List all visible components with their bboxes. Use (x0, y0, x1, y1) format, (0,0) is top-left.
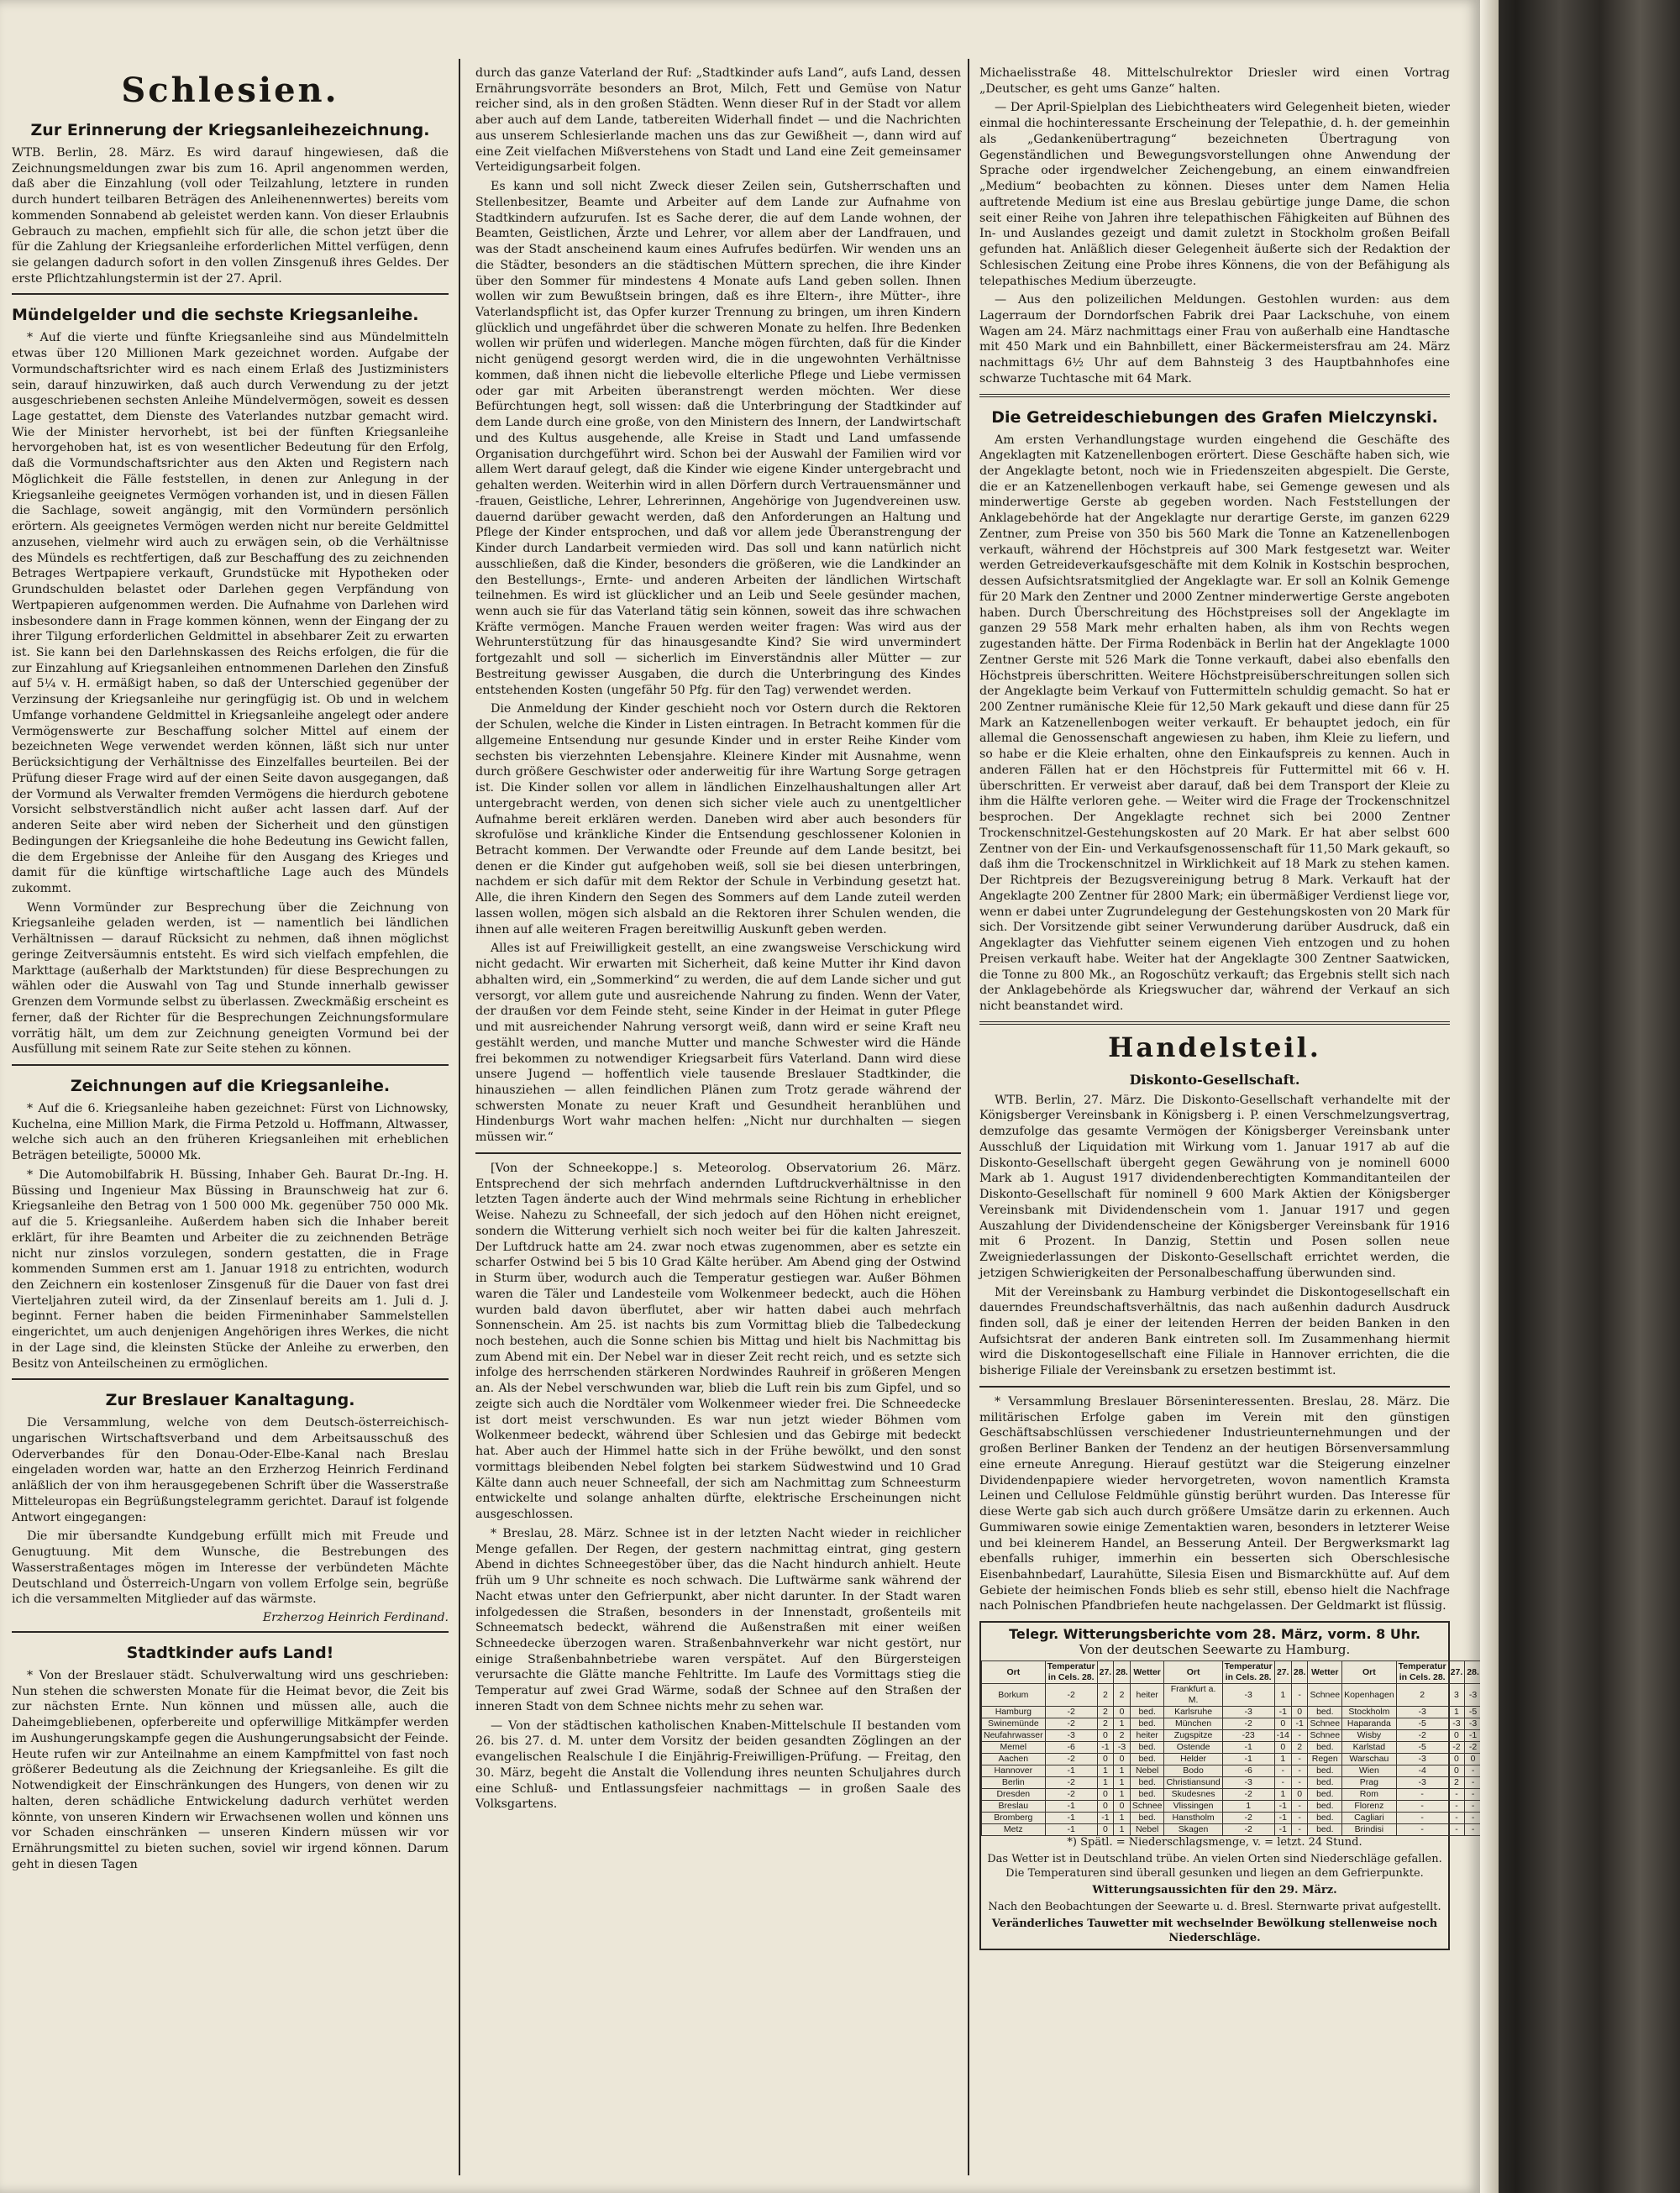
table-cell: bed. (1130, 1707, 1164, 1718)
table-cell: -1 (1274, 1707, 1291, 1718)
table-header-cell: Wetter (1130, 1661, 1164, 1684)
table-cell: bed. (1308, 1789, 1342, 1801)
table-cell: -3 (1396, 1707, 1448, 1718)
article-paragraph: * Auf die 6. Kriegsanleihe haben gezeichnet: Fürst von Lichnowsky, Kuchelna, eine Million Mark, die Firma Petzold u. Hoffmann, Altwasser, welche sich auch an den früheren Kriegsanleihen mit erheblichen Beträgen beteiligte, 50000 Mk. (12, 1101, 449, 1163)
table-cell: -3 (1448, 1718, 1465, 1730)
table-cell: -2 (1396, 1730, 1448, 1742)
table-cell: -2 (1222, 1718, 1274, 1730)
table-cell: bed. (1130, 1789, 1164, 1801)
table-cell: bed. (1308, 1824, 1342, 1836)
article-paragraph: Michaelisstraße 48. Mittelschulrektor Driesler wird einen Vortrag „Deutscher, es geht ums Ganze“ halten. (979, 66, 1450, 96)
table-cell: 0 (1097, 1754, 1114, 1765)
table-cell: Schnee (1308, 1684, 1342, 1707)
article-paragraph: Die mir übersandte Kundgebung erfüllt mich mit Freude und Genugtuung. Mit dem Wunsche, die Bestrebungen des Wasserstraßentages mögen im Interesse der verbündeten Mächte Deutschland und Österreich-Ungarn von vollem Erfolge sein, begrüße ich die versammelten Mitglieder auf das wärmste. (12, 1529, 449, 1607)
table-cell: - (1291, 1754, 1308, 1765)
table-cell: -23 (1222, 1730, 1274, 1742)
article-paragraph: [Von der Schneekoppe.] s. Meteorolog. Observatorium 26. März. Entsprechend der sich mehrfach andernden Luftdruckverhältnisse in den letzten Tagen änderte auch der Wind mehrmals seine Richtung in erheblicher Weise. Nahezu zu Schneefall, der sich jedoch auf den Höhen nicht ereignet, sondern die Witterung verhielt sich noch weiter bei für die kalten Jahreszeit. Der Luftdruck hatte am 24. zwar noch etwas zugenommen, aber es setzte ein scharfer Ostwind bei 5 bis 10 Grad Kälte herüber. Am Abend ging der Ostwind in Sturm über, wodurch auch die Temperatur gestiegen war. Außer Böhmen waren die Täler und Landesteile vom Wolkenmeer bedeckt, auch die Höhen wurden bald davon überflutet, aber wir hatten dabei auch mehrfach Sonnenschein. Am 25. ist nachts bis zum Vormittag blieb die Talbedeckung noch bestehen, auch die Sonne schien bis Mittag und hielt bis Nachmittag bis zum Abend mit ein. Der Nebel war in dieser Zeit recht reich, und es setzte sich infolge des herrschenden stärkeren Nordwindes Rauhreif in größeren Mengen an. Als der Nebel verschwunden war, blieb die Luft rein bis zum Gipfel, und so zeigte sich auch die Nordtäler vom Wolkenmeer wieder frei. Die Schneedecke ist dort meist verschwunden. Es war nun jetzt wieder Böhmen vom Wolkenmeer bedeckt, während über Schlesien und das Gebirge mit bedeckt hat. Aber auch der Himmel hatte sich in der Frühe bewölkt, und den sonst vormittags bleibenden Nebel folgten bei starkem Südwestwind und 10 Grad Kälte dann auch neuer Schneefall, der sich am Nachmittag zum Schneesturm entwickelte und solange anhalten dürfte, elektrische Erscheinungen nicht ausgeschlossen. (475, 1161, 961, 1522)
divider (475, 1152, 961, 1154)
weather-notes (981, 1836, 1448, 1945)
article-paragraph: Mit der Vereinsbank zu Hamburg verbindet die Diskontogesellschaft ein dauerndes Freundschaftsverhältnis, das nach außenhin dadurch Ausdruck finden soll, daß je einer der leitenden Herren der beiden Banken in den Aufsichtsrat der anderen Bank eintreten soll. Im Zusammenhang hiermit wird die Diskontogesellschaft eine Filiale in Hannover errichten, die die bisherige Filiale der Vereinsbank zu ersetzen bestimmt ist. (979, 1285, 1450, 1378)
column-rule (459, 59, 460, 2175)
table-cell: 2 (1114, 1684, 1131, 1707)
table-cell: Dresden (982, 1789, 1046, 1801)
table-cell: Aachen (982, 1754, 1046, 1765)
table-row (982, 1754, 1516, 1765)
table-row (982, 1789, 1516, 1801)
table-cell: -3 (1222, 1684, 1274, 1707)
table-cell: - (1448, 1824, 1465, 1836)
table-cell: 1 (1274, 1754, 1291, 1765)
weather-title: Telegr. Witterungsberichte vom 28. März, vorm. 8 Uhr. (1009, 1626, 1420, 1643)
table-cell: 0 (1448, 1754, 1465, 1765)
table-cell: -5 (1465, 1707, 1482, 1718)
column-2 (475, 66, 961, 1816)
table-cell: -1 (1274, 1813, 1291, 1824)
table-row (982, 1684, 1516, 1707)
table-cell: Kopenhagen (1342, 1684, 1397, 1707)
table-cell: 2 (1097, 1684, 1114, 1707)
article-paragraph: Wenn Vormünder zur Besprechung über die Zeichnung von Kriegsanleihe geladen werden, ist — namentlich bei ländlichen Verhältnissen — darauf Rücksicht zu nehmen, daß ihnen möglichst geringe Zeitversäumnis entsteht. Es wird sich vielfach empfehlen, die Markttage (außerhalb der Marktstunden) für diese Besprechungen zu wählen oder die Auswahl von Tag und Stunde innerhalb gewisser Grenzen dem Vormunde selbst zu überlassen. Zweckmäßig erscheint es ferner, daß der Richter für die Besprechungen Zeichnungsformulare vorrätig hält, um dem zur Zeichnung geneigten Vormund bei der Ausfüllung mit seinem Rate zur Seite stehen zu können. (12, 900, 449, 1057)
table-header-cell: Ort (982, 1661, 1046, 1684)
table-cell: Nebel (1130, 1765, 1164, 1777)
table-cell: 0 (1097, 1824, 1114, 1836)
table-header-cell: 27. (1448, 1661, 1465, 1684)
divider (979, 394, 1450, 397)
table-cell: -2 (1465, 1742, 1482, 1754)
table-cell: -1 (1274, 1824, 1291, 1836)
weather-subtitle: Von der deutschen Seewarte zu Hamburg. (1079, 1642, 1351, 1658)
article-paragraph: * Auf die vierte und fünfte Kriegsanleihe sind aus Mündelmitteln etwas über 120 Millionen Mark gezeichnet worden. Aufgabe der Vormundschaftsrichter wird es nach einem Erlaß des Justizministers sein, darauf hinzuwirken, daß auch durch Verwendung zu der jetzt ausgeschriebenen sechsten Anleihe Mündelvermögen, soweit es dessen Lage gestattet, dem Dienste des Vaterlandes nutzbar gemacht wird. Wie der Minister hervorhebt, ist bei der fünften Kriegsanleihe hervorgehoben hat, ist es von wesentlicher Bedeutung für den Erfolg, daß die Vormundschaftsrichter aus den Akten und Registern nach Möglichkeit die Fälle feststellen, in denen zur Anlegung in der Kriegsanleihe geeignetes Vermögen vorhanden ist, und in diesen Fällen die Sachlage, soweit angängig, mit den Vormündern persönlich erörtern. Als geeignetes Vermögen werden nicht nur bereite Geldmittel anzusehen, vielmehr wird auch zu erwägen sein, ob die Verhältnisse des Mündels es rechtfertigen, daß zur Beschaffung des zu zeichnenden Betrages Wertpapiere verkauft, Grundstücke mit Hypotheken oder Grundschulden belastet oder Darlehen gegen Verpfändung von Wertpapieren aufgenommen werden. Die Aufnahme von Darlehen wird insbesondere dann in Frage kommen können, wenn der Eingang der zu ihrer Tilgung erforderlichen Geldmittel in absehbarer Zeit zu erwarten ist. Sie kann bei den Darlehnskassen des Reichs erfolgen, die für die zur Einzahlung auf Kriegsanleihen entnommenen Darlehen den Zinsfuß auf 5¼ v. H. ermäßigt haben, so daß der Unterschied gegenüber der Verzinsung der Kriegsanleihe nur geringfügig ist. Ob und in welchem Umfange vorhandene Geldmittel in Kriegsanleihe angelegt oder andere Vermögenswerte zur Beschaffung solcher Mittel auf einem der bezeichneten Wege verwendet werden können, läßt sich nur unter Berücksichtigung der Verhältnisse des Einzelfalles beurteilen. Bei der Prüfung dieser Frage wird auf der einen Seite davon ausgegangen, daß der Vormund als Verwalter fremden Vermögens die hierdurch gebotene Vorsicht selbstverständlich nicht außer acht lassen darf. Auf der anderen Seite aber wird neben der Sicherheit und den günstigen Bedingungen der Kriegsanleihe die hohe Bedeutung ins Gewicht fallen, die dem Ergebnisse der Anleihe für den Ausgang des Krieges und damit für die künftige wirtschaftliche Lage auch des Mündels zukommt. (12, 331, 449, 895)
table-cell: -3 (1465, 1718, 1482, 1730)
table-row (982, 1730, 1516, 1742)
article-headline: Mündelgelder und die sechste Kriegsanleihe. (12, 306, 419, 325)
table-cell: bed. (1308, 1742, 1342, 1754)
table-cell: Cagliari (1342, 1813, 1397, 1824)
table-cell: - (1291, 1765, 1308, 1777)
weather-note: Veränderliches Tauwetter mit wechselnder Bewölkung stellenweise noch Niederschläge. (991, 1918, 1438, 1944)
table-header-cell: Ort (1164, 1661, 1222, 1684)
article-headline: Zur Erinnerung der Kriegsanleihezeichnung. (30, 121, 430, 139)
table-cell: bed. (1130, 1718, 1164, 1730)
table-cell: München (1164, 1718, 1222, 1730)
table-cell: - (1274, 1777, 1291, 1789)
table-cell: 0 (1291, 1707, 1308, 1718)
table-cell: bed. (1130, 1777, 1164, 1789)
section-title: Schlesien. (121, 71, 339, 110)
table-cell: - (1448, 1789, 1465, 1801)
table-cell: Florenz (1342, 1801, 1397, 1813)
table-cell: - (1291, 1684, 1308, 1707)
table-cell: - (1291, 1824, 1308, 1836)
table-cell: Schnee (1308, 1718, 1342, 1730)
table-cell: Wisby (1342, 1730, 1397, 1742)
article-paragraph: Alles ist auf Freiwilligkeit gestellt, an eine zwangsweise Verschickung wird nicht gedacht. Wir erwarten mit Sicherheit, daß keine Mutter ihr Kind davon abhalten wird, ein „Sommerkind“ zu werden, die auf dem Lande sicher und gut versorgt, vor allem gute und ausreichende Nahrung zu finden. Wenn der Vater, der draußen vor dem Feinde steht, seine Kinder in der Heimat in guter Pflege und mit ausreichender Nahrung versorgt weiß, dann wird er seine Kraft neu gestählt werden, und manche Mutter und manche Schwester wird die Hände frei bekommen zu notwendiger Kriegsarbeit fürs Vaterland. Dann wird diese unsere Jugend — hoffentlich viele tausende Breslauer Stadtkinder, die hinausziehen — allen feindlichen Plänen zum Trotz gerade während der schwersten Monate zu neuer Kraft und Gesundheit heranblühen und Hindenburgs Wort wahr machen helfen: „Nicht nur durchhalten — siegen müssen wir.“ (475, 942, 961, 1145)
table-cell: Berlin (982, 1777, 1046, 1789)
table-cell: Hanstholm (1164, 1813, 1222, 1824)
table-cell: - (1274, 1765, 1291, 1777)
table-cell: Bodo (1164, 1765, 1222, 1777)
table-cell: -2 (1045, 1754, 1097, 1765)
table-cell: -1 (1045, 1813, 1097, 1824)
table-cell: Ostende (1164, 1742, 1222, 1754)
table-cell: -2 (1045, 1718, 1097, 1730)
table-cell: -1 (1045, 1801, 1097, 1813)
table-cell: -3 (1396, 1754, 1448, 1765)
table-cell: Hamburg (982, 1707, 1046, 1718)
table-cell: Breslau (982, 1801, 1046, 1813)
weather-table (981, 1660, 1516, 1836)
table-cell: 1 (1114, 1777, 1131, 1789)
table-cell: Metz (982, 1824, 1046, 1836)
table-cell: 0 (1097, 1789, 1114, 1801)
weather-report (979, 1621, 1479, 1950)
table-cell: bed. (1308, 1777, 1342, 1789)
table-cell: -2 (1045, 1707, 1097, 1718)
table-cell: 1 (1274, 1789, 1291, 1801)
table-cell: -6 (1222, 1765, 1274, 1777)
table-cell: 2 (1114, 1730, 1131, 1742)
table-cell: 0 (1448, 1765, 1465, 1777)
article-paragraph: — Aus den polizeilichen Meldungen. Gestohlen wurden: aus dem Lagerraum der Dorndorfschen Fabrik drei Paar Lackschuhe, von einem Wagen am 24. März nachmittags einer Frau von außerhalb eine Handtasche mit 450 Mark und ein Bahnbillett, einer Bäckermeistersfrau am 24. März nachmittags 6½ Uhr auf dem Bahnsteig 3 des Hauptbahnhofes eine schwarze Tuchtasche mit 64 Mark. (979, 293, 1450, 386)
table-cell: 0 (1274, 1742, 1291, 1754)
table-cell: Rom (1342, 1789, 1397, 1801)
table-cell: Frankfurt a. M. (1164, 1684, 1222, 1707)
table-cell: - (1396, 1789, 1448, 1801)
table-cell: Swinemünde (982, 1718, 1046, 1730)
article-paragraph: WTB. Berlin, 28. März. Es wird darauf hingewiesen, daß die Zeichnungsmeldungen zwar bis zum 16. April angenommen werden, daß aber die Einzahlung (voll oder Teilzahlung, letztere in runden durch hundert teilbaren Beträgen des Anleihenennwertes) bereits vom kommenden Sonnabend ab geleistet werden kann. Von dieser Erlaubnis Gebrauch zu machen, empfiehlt sich für alle, die schon jetzt über die für die Zahlung der Kriegsanleihe erforderlichen Mittel verfügen, denn sie gelangen dadurch sofort in den vollen Zinsgenuß ihres Geldes. Der erste Pflichtzahlungstermin ist der 27. April. (12, 145, 449, 286)
article-paragraph: Die Anmeldung der Kinder geschieht noch vor Ostern durch die Rektoren der Schulen, welche die Kinder in Listen eintragen. In Betracht kommen für die allgemeine Entsendung nur gesunde Kinder und in erster Reihe Kinder vom sechsten bis vierzehnten Lebensjahre. Kleinere Kinder mit Ausnahme, wenn durch größere Geschwister oder anderweitig für ihre Wartung Sorge getragen ist. Die Kinder sollen vor allem in ländlichen Einzelhaushaltungen aller Art untergebracht werden, von denen sich sicher viele auch zu unentgeltlicher Aufnahme bereit erklären werden. Daneben wird aber auch besonders für skrofulöse und kränkliche Kinder die Entsendung geschlossener Kolonien in Betracht kommen. Der Verwandte oder Freunde auf dem Lande besitzt, bei denen er die Kinder gut aufgehoben weiß, soll sie bei diesen unterbringen, nachdem er sich dafür mit dem Rektor der Schule in Verbindung gesetzt hat. Alle, die ihren Kindern den Segen des Sommers auf dem Lande zuteil werden lassen wollen, mögen sich alsbald an die Rektoren ihrer Schulen wenden, die ihnen auf alle weiteren Fragen bereitwillig Auskunft geben werden. (475, 702, 961, 936)
column-3 (979, 66, 1479, 1950)
article-headline: Zur Breslauer Kanaltagung. (105, 1391, 355, 1410)
table-cell: Schnee (1308, 1730, 1342, 1742)
article-paragraph: durch das ganze Vaterland der Ruf: „Stadtkinder aufs Land“, aufs Land, dessen Ernährungsvorräte besonders an Brot, Milch, Fett und Gemüse von Natur reicher sind, als in den großen Städten. Wenn dieser Ruf in der Stadt vor allem aber auch auf dem Lande, tatbereiten Widerhall findet — und die Nachrichten aus unserem Schlesierlande machen uns das zur Gewißheit —, dann wird auf eine Zeit vielfachen Mißverstehens von Stadt und Land eine Zeit gemeinsamer Verteidigungsarbeit folgen. (475, 66, 961, 175)
article-paragraph: * Breslau, 28. März. Schnee ist in der letzten Nacht wieder in reichlicher Menge gefallen. Der Regen, der gestern nachmittag eintrat, ging gestern Abend in dichtes Schneegestöber über, das die Nacht hindurch anhielt. Heute früh um 9 Uhr schneite es noch schwach. Die Luftwärme sank während der Nacht etwas unter den Gefrierpunkt, aber nicht darunter. In der Stadt waren infolgedessen die Straßen, besonders in der Innenstadt, großenteils mit Schneematsch bedeckt, während die Außenstraßen mit einer weißen Schneedecke überzogen waren. Straßenbahnverkehr war nicht gestört, nur einige Straßenbahnbetriebe waren verspätet. Auf den Bürgersteigen verursachte die Glätte manche Fehltritte. Im Laufe des Vormittags stieg die Temperatur auf zwei Grad Wärme, sodaß der Schnee auf den Straßen der inneren Stadt von dem Schnee nichts mehr zu sehen war. (475, 1526, 961, 1713)
table-cell: Haparanda (1342, 1718, 1397, 1730)
article-paragraph: — Der April-Spielplan des Liebichtheaters wird Gelegenheit bieten, wieder einmal die hochinteressante Erscheinung der Telepathie, d. h. der gemeinhin als „Gedankenübertragung“ bezeichneten Übertragung von Gegenständlichen und Bewegungsvorstellungen ohne Anwendung der Sprache oder irgendwelcher Zeichengebung, an einem einwandfreien „Medium“ beobachten zu können. Dieses unter dem Namen Helia auftretende Medium ist eine aus Breslau gebürtige junge Dame, die schon seit einer Reihe von Jahren ihre telepathischen Fähigkeiten auf Bühnen des In- und Auslandes gezeigt und damit zuletzt in Stockholm großen Beifall gefunden hat. Anläßlich dieser Gelegenheit äußerte sich der Redaktion der Schlesischen Zeitung eine Probe ihres Könnens, die von der Befähigung als telepathisches Medium überzeugte. (979, 101, 1450, 288)
table-cell: -1 (1222, 1754, 1274, 1765)
article-paragraph: Die Versammlung, welche von dem Deutsch-österreichisch-ungarischen Wirtschaftsverband und dem Arbeitsausschuß des Oderverbandes für den Donau-Oder-Elbe-Kanal nach Breslau eingeladen worden war, hatte an den Erzherzog Heinrich Ferdinand anläßlich der von ihm herausgegebenen Schrift über die Wasserstraße Mitteleuropas ein Begrüßungstelegramm gerichtet. Darauf ist folgende Antwort eingegangen: (12, 1416, 449, 1524)
table-cell: - (1465, 1813, 1482, 1824)
article-subhead: Diskonto-Gesellschaft. (1129, 1071, 1300, 1088)
table-row (982, 1777, 1516, 1789)
table-cell: Hannover (982, 1765, 1046, 1777)
table-cell: Memel (982, 1742, 1046, 1754)
table-cell: 1 (1097, 1777, 1114, 1789)
table-cell: Stockholm (1342, 1707, 1397, 1718)
table-cell: -1 (1274, 1801, 1291, 1813)
table-cell: - (1291, 1801, 1308, 1813)
article-paragraph: Am ersten Verhandlungstage wurden eingehend die Geschäfte des Angeklagten mit Katzenellenbogen erörtert. Diese Geschäfte haben sich, wie der Angeklagte betont, noch wie in Friedenszeiten abgespielt. Die Gerste, die er an Katzenellenbogen verkauft habe, sei Gemenge gewesen und als minderwertige Gerste ab gegeben worden. Nach Feststellungen der Anklagebehörde hat der Angeklagte nur derartige Gerste, im ganzen 6229 Zentner, zum Preise von 350 bis 560 Mark die Tonne an Katzenellenbogen verkauft, während der Höchstpreis auf 300 Mark festgesetzt war. Weiter werden Getreideverkaufsgeschäfte mit dem Kolnik in Kostschin besprochen, dessen Aufsichtsratsmitglied der Angeklagte war. Er soll an Kolnik Gemenge für 20 Mark den Zentner und 2000 Zentner minderwertige Gerste angeboten haben. Durch Überschreitung des Höchstpreises soll der Angeklagte im ganzen 29 558 Mark mehr erhalten haben, als ihm von Rechts wegen zugestanden hätte. Der Firma Rodenbäck in Berlin hat der Angeklagte 1000 Zentner Gerste mit 526 Mark die Tonne verkauft, dabei also ebenfalls den Höchstpreis überschritten. Weitere Höchstpreisüberschreitungen sollen sich der Angeklagte beim Verkauf von Futtermitteln schuldig gemacht. So hat er 200 Zentner rumänische Kleie für 12,50 Mark gekauft und diese dann für 25 Mark an Katzenellenbogen weiter verkauft. Er behauptet jedoch, ein für allemal die Genossenschaft angewiesen zu haben, ihm Kleie zu liefern, und so habe er die Kleie erhalten, ohne den Einkaufspreis zu kennen. Auch in anderen Fällen hat er den Höchstpreis für Futtermittel mit 66 v. H. überschritten. Er verweist aber darauf, daß bei dem Transport der Kleie zu ihm die Hälfte verloren gehe. — Weiter wird die Frage der Trockenschnitzel besprochen. Der Angeklagte rechnet sich bei 2000 Zentner Trockenschnitzel-Gestehungskosten auf 20 Mark. Er hat aber selbst 600 Zentner von der Ein- und Verkaufsgenossenschaft für 11,50 Mark gekauft, so daß ihm die Trockenschnitzel in Wirklichkeit auf 18 Mark zu stehen kamen. Der Richtpreis der Bezugsvereinigung betrug 8 Mark. Verkauft hat der Angeklagte 200 Zentner für 2800 Mark; ein übermäßiger Verdienst liege vor, wenn er dabei unter Zugrundelegung der Gestehungskosten von 20 Mark für sich. Der Vorsitzende gibt seiner Verwunderung darüber Ausdruck, daß ein Angeklagter das Viehfutter seinem eigenen Vieh entzogen und zu hohen Preisen verkauft habe. Weiter hat der Angeklagte 300 Zentner Saatwicken, die Tonne zu 800 Mk., an Rogoschütz verkauft; das Ergebnis stellt sich nach der Anklagebehörde als Kriegswucher dar, während der Verkauf an sich nicht beanstandet wird. (979, 433, 1450, 1013)
table-cell: -1 (1097, 1742, 1114, 1754)
table-cell: -5 (1396, 1718, 1448, 1730)
table-cell: - (1291, 1730, 1308, 1742)
table-cell: Neufahrwasser (982, 1730, 1046, 1742)
signature: Erzherzog Heinrich Ferdinand. (262, 1611, 449, 1625)
table-cell: 2 (1396, 1684, 1448, 1707)
table-cell: Zugspitze (1164, 1730, 1222, 1742)
table-row (982, 1813, 1516, 1824)
table-cell: - (1291, 1813, 1308, 1824)
table-cell: bed. (1130, 1742, 1164, 1754)
column-rule (968, 59, 969, 2175)
table-cell: -1 (1045, 1765, 1097, 1777)
table-cell: - (1448, 1801, 1465, 1813)
table-cell: -1 (1291, 1718, 1308, 1730)
article-paragraph: — Von der städtischen katholischen Knaben-Mittelschule II bestanden vom 26. bis 27. d. M. unter dem Vorsitz der beiden gesandten Zöglingen an der evangelischen Realschule I die Einjährig-Freiwilligen-Prüfung. — Freitag, den 30. März, begeht die Anstalt die Vollendung ihres neunten Schuljahres durch eine Schluß- und Entlassungsfeier nachmittags — in großen Saale des Volksgartens. (475, 1718, 961, 1812)
divider (979, 1021, 1450, 1025)
table-cell: -1 (1465, 1730, 1482, 1742)
column-1 (12, 66, 449, 1876)
table-cell: 1 (1222, 1801, 1274, 1813)
table-cell: - (1465, 1777, 1482, 1789)
table-cell: 1 (1114, 1813, 1131, 1824)
table-cell: - (1396, 1824, 1448, 1836)
table-cell: 0 (1114, 1754, 1131, 1765)
table-cell: -2 (1045, 1684, 1097, 1707)
table-cell: - (1396, 1813, 1448, 1824)
table-cell: -3 (1045, 1730, 1097, 1742)
table-cell: Skagen (1164, 1824, 1222, 1836)
table-row (982, 1824, 1516, 1836)
table-cell: - (1448, 1813, 1465, 1824)
table-cell: Bromberg (982, 1813, 1046, 1824)
weather-note: Das Wetter ist in Deutschland trübe. An vielen Orten sind Niederschläge gefallen. Die Temperaturen sind überall gesunken und liegen an dem Gefrierpunkte. (987, 1853, 1442, 1880)
table-cell: 0 (1114, 1801, 1131, 1813)
table-cell: Brindisi (1342, 1824, 1397, 1836)
article-headline: Die Getreideschiebungen des Grafen Mielczynski. (991, 407, 1438, 427)
divider (12, 293, 449, 295)
table-cell: Vlissingen (1164, 1801, 1222, 1813)
table-cell: Christiansund (1164, 1777, 1222, 1789)
table-row (982, 1718, 1516, 1730)
article-paragraph: * Von der Breslauer städt. Schulverwaltung wird uns geschrieben: Nun stehen die schwersten Monate für die Heimat bevor, die Zeit bis zur nächsten Ernte. Nun können und müssen alle, auch die Daheimgebliebenen, opferbereite und opferwillige Mitkämpfer werden im Aushungerungskampfe gegen die Aushungerungsabsicht der Feinde. Heute rufen wir zur Anteilnahme an einem Kampfmittel von fast noch größerer Bedeutung als die Zeichnung der Kriegsanleihe. Es gilt die Notwendigkeit der Einschränkungen des Hungers, von denen wir zu halten, deren schädliche Entwickelung dadurch verhütet werden könnte, von unseren Kindern wir Erwachsenen wollen und können uns vor Schaden einschränken — unseren Kindern müssen wir vor Ernährungsmittel zu bieten suchen, soviel wir irgend können. Darum geht in diesen Tagen (12, 1668, 449, 1871)
table-row (982, 1765, 1516, 1777)
table-cell: Schnee (1130, 1801, 1164, 1813)
divider (12, 1378, 449, 1380)
table-cell: bed. (1308, 1707, 1342, 1718)
table-header-cell: 27. (1274, 1661, 1291, 1684)
table-cell: 0 (1097, 1801, 1114, 1813)
table-header-cell: 28. (1291, 1661, 1308, 1684)
table-cell: bed. (1130, 1754, 1164, 1765)
table-cell: Karlstad (1342, 1742, 1397, 1754)
table-cell: 0 (1448, 1730, 1465, 1742)
table-cell: -2 (1045, 1777, 1097, 1789)
article-paragraph: * Die Automobilfabrik H. Büssing, Inhaber Geh. Baurat Dr.-Ing. H. Büssing und Ingenieur Max Büssing in Braunschweig hat zur 6. Kriegsanleihe den Betrag von 1 500 000 Mk. gegenüber 750 000 Mk. auf die 5. Kriegsanleihe. Außerdem haben sich die Inhaber bereit erklärt, für ihre Beamten und Arbeiter die zu zeichnenden Beträge nicht nur zinslos vorzulegen, sondern gestatten, die in Frage kommenden Summen erst am 1. Januar 1918 zu entrichten, wodurch den Zeichnern ein kostenloser Zinsgenuß für die Dauer von fast drei Vierteljahren zuteil wird, da der Zinsenlauf bereits am 1. Juli d. J. beginnt. Ferner haben die beiden Firmeninhaber Sammelstellen eingerichtet, um auch denjenigen Angehörigen ihres Werkes, die nicht in der Lage sind, die kleinsten Stücke der Anleihe zu erwerben, den Besitz von Anteilscheinen zu ermöglichen. (12, 1167, 449, 1371)
table-cell: - (1465, 1789, 1482, 1801)
table-header-cell: 28. (1114, 1661, 1131, 1684)
table-header-cell: Temperatur in Cels. 28. (1045, 1661, 1097, 1684)
weather-note: Witterungsaussichten für den 29. März. (1092, 1883, 1337, 1897)
table-cell: 3 (1448, 1684, 1465, 1707)
article-headline: Zeichnungen auf die Kriegsanleihe. (70, 1077, 391, 1096)
table-cell: - (1291, 1777, 1308, 1789)
table-cell: Prag (1342, 1777, 1397, 1789)
table-cell: bed. (1308, 1801, 1342, 1813)
table-cell: Skudesnes (1164, 1789, 1222, 1801)
table-body (982, 1684, 1516, 1836)
table-cell: -2 (1222, 1789, 1274, 1801)
table-cell: 1 (1114, 1765, 1131, 1777)
table-cell: Helder (1164, 1754, 1222, 1765)
table-cell: -3 (1222, 1777, 1274, 1789)
table-cell: 2 (1097, 1718, 1114, 1730)
article-paragraph: * Versammlung Breslauer Börseninteressenten. Breslau, 28. März. Die militärischen Erfolge gaben im Verein mit den günstigen Geschäftsabschlüssen verschiedener Industrieunternehmungen und der großen Berliner Banken der Tendenz an der heutigen Börsenversammlung eine erneute Anregung. Hierauf gestützt war die Steigerung einzelner Dividendenpapiere wieder hervorgetreten, wovon namentlich Kramsta Leinen und Cellulose Feldmühle günstig berührt wurden. Das Interesse für diese Werte gab sich auch durch größere Umsätze darin zu erkennen. Auch Gummiwaren sowie einige Zementaktien waren, besonders in letzterer Weise und bei kleinerem Handel, an Besserung Anteil. Der Bergwerksmarkt lag ebenfalls ruhiger, immerhin ein besserten sich Oberschlesische Eisenbahnbedarf, Laurahütte, Silesia Eisen und Bismarckhütte auf. Auf dem Gebiete der heimischen Fonds blieb es sehr still, ebenso hielt die Nachfrage nach Polnischen Pfandbriefen heute nachgelassen. Der Geldmarkt ist flüssig. (979, 1394, 1450, 1613)
table-cell: 1 (1274, 1684, 1291, 1707)
table-cell: Borkum (982, 1684, 1046, 1707)
table-cell: 1 (1114, 1718, 1131, 1730)
table-cell: Karlsruhe (1164, 1707, 1222, 1718)
table-cell: heiter (1130, 1730, 1164, 1742)
table-cell: -14 (1274, 1730, 1291, 1742)
table-cell: heiter (1130, 1684, 1164, 1707)
table-header-cell: Ort (1342, 1661, 1397, 1684)
table-header-cell: Wetter (1308, 1661, 1342, 1684)
weather-note: Nach den Beobachtungen der Seewarte u. d. Bresl. Sternwarte privat aufgestellt. (988, 1901, 1441, 1914)
table-cell: 0 (1274, 1718, 1291, 1730)
table-cell: 2 (1291, 1742, 1308, 1754)
table-cell: 2 (1448, 1777, 1465, 1789)
table-cell: -6 (1045, 1742, 1097, 1754)
table-cell: -2 (1222, 1824, 1274, 1836)
table-cell: 1 (1114, 1789, 1131, 1801)
article-headline: Stadtkinder aufs Land! (126, 1644, 334, 1663)
section-title: Handelsteil. (1108, 1031, 1321, 1063)
table-cell: - (1396, 1801, 1448, 1813)
table-cell: 0 (1291, 1789, 1308, 1801)
table-cell: -2 (1448, 1742, 1465, 1754)
page-edge (1480, 0, 1499, 2193)
table-cell: bed. (1130, 1813, 1164, 1824)
divider (979, 1386, 1450, 1388)
table-cell: 0 (1465, 1754, 1482, 1765)
table-cell: 1 (1114, 1824, 1131, 1836)
table-cell: 2 (1097, 1707, 1114, 1718)
table-cell: -1 (1097, 1813, 1114, 1824)
table-cell: bed. (1308, 1765, 1342, 1777)
table-cell: 0 (1097, 1730, 1114, 1742)
table-header-row (982, 1661, 1516, 1684)
article-paragraph: WTB. Berlin, 27. März. Die Diskonto-Gesellschaft verhandelte mit der Königsberger Vereinsbank in Königsberg i. P. einen Verschmelzungsvertrag, demzufolge das gesamte Vermögen der Königsberger Vereinsbank unter Ausschluß der Liquidation mit Wirkung vom 1. Januar 1917 ab auf die Diskonto-Gesellschaft übergeht gegen Gewährung von je nominell 6000 Mark ab 1. August 1917 dividendenberechtigten Kommanditanteilen der Diskonto-Gesellschaft für nominell 9 600 Mark Aktien der Königsberger Vereinsbank mit Dividendenschein vom 1. Januar 1917 und gegen Auszahlung der Dividendenscheine der Königsberger Vereinsbank für 1916 mit 6 Prozent. In Danzig, Stettin und Posen sollen neue Zweigniederlassungen der Diskonto-Gesellschaft errichtet werden, die jetzigen Schwierigkeiten der Personalbeschaffung überwunden sind. (979, 1093, 1450, 1280)
table-cell: -1 (1045, 1824, 1097, 1836)
table-cell: -3 (1465, 1684, 1482, 1707)
table-cell: Wien (1342, 1765, 1397, 1777)
table-cell: -2 (1222, 1813, 1274, 1824)
table-cell: -2 (1045, 1789, 1097, 1801)
table-cell: - (1465, 1824, 1482, 1836)
table-cell: Warschau (1342, 1754, 1397, 1765)
book-spine (1480, 0, 1680, 2193)
table-row (982, 1707, 1516, 1718)
table-cell: - (1465, 1765, 1482, 1777)
table-cell: 1 (1448, 1707, 1465, 1718)
article-paragraph: Es kann und soll nicht Zweck dieser Zeilen sein, Gutsherrschaften und Stellenbesitzer, Beamte und Arbeiter auf dem Lande zur Aufnahme von Stadtkindern aufzurufen. Ist es Sache derer, die auf dem Lande wohnen, der Beamten, Geistlichen, Ärzte und Lehrer, vor allem aber der Landfrauen, und was der Stadt anscheinend kaum eines Aufrufes bedürfen. Wir wenden uns an die Städter, besonders an die städtischen Müttern sprechen, die ihre Kinder über den Sommer für mindestens 4 Monate aufs Land geben sollen. Ihnen wollen wir zum Bewußtsein bringen, daß es ihre Eltern-, ihre Mütter-, ihre Vaterlandspflicht ist, das Opfer kurzer Trennung zu bringen, um ihren Kindern glücklich und ungefährdet über die schweren Monate zu helfen. Ihre Bedenken wollen wir prüfen und widerlegen. Manche mögen fürchten, daß für die Kinder nicht genügend gesorgt werden wird, die in die ungewohnten Verhältnisse kommen, daß ihnen nicht die liebevolle elterliche Pflege und Liebe vermissen oder gar mit Arbeiten überanstrengt werden möchten. Wer diese Befürchtungen hegt, soll wissen: daß die Unterbringung der Stadtkinder auf dem Lande durch eine große, von den Ministern des Innern, der Landwirtschaft und des Kultus ausgehende, alle Kreise in Stadt und Land umfassende Organisation durchgeführt wird. Schon bei der Auswahl der Familien wird vor allem Wert darauf gelegt, daß die Kinder wie eigene Kinder untergebracht und gehalten werden. Weiterhin wird in allen Dörfern durch Vertrauensmänner und -frauen, Geistliche, Lehrer, Lehrerinnen, Angehörige von Jugendvereinen usw. dauernd darüber gewacht werden, daß den Anforderungen an Haltung und Pflege der Kinder entsprochen, und daß vor allem jede Überanstrengung der Kinder durch Landarbeit vermieden wird. Das soll und kann natürlich nicht ausschließen, daß die Kinder, besonders die größeren, wie die Landkinder an den Bestellungs-, Ernte- und anderen Arbeiten der ländlichen Wirtschaft teilnehmen. Es wird ist glücklicher und an Leib und Seele gesünder machen, wenn auch sie für das Vaterland tätig sein können, soweit das ihre schwachen Kräfte vermögen. Manche Frauen werden weiter fragen: Was wird aus der Wehrunterstützung für das hinausgesandte Kind? Sie wird unvermindert fortgezahlt und soll — sicherlich im Einverständnis aller Mütter — zur Bestreitung gewisser Ausgaben, die durch die Unterbringung des Kindes entstehenden Kosten (ungefähr 50 Pfg. für den Tag) verwendet werden. (475, 180, 961, 697)
table-cell: -4 (1396, 1765, 1448, 1777)
table-cell: -3 (1114, 1742, 1131, 1754)
weather-note: *) Spätl. = Niederschlagsmenge, v. = letzt. 24 Stund. (1067, 1836, 1362, 1849)
table-header-cell: Temperatur in Cels. 28. (1222, 1661, 1274, 1684)
table-cell: Nebel (1130, 1824, 1164, 1836)
table-cell: 1 (1097, 1765, 1114, 1777)
divider (12, 1064, 449, 1066)
table-cell: - (1465, 1801, 1482, 1813)
table-cell: 0 (1114, 1707, 1131, 1718)
table-cell: -5 (1396, 1742, 1448, 1754)
table-header-cell: 27. (1097, 1661, 1114, 1684)
table-cell: bed. (1308, 1813, 1342, 1824)
table-row (982, 1801, 1516, 1813)
table-cell: Regen (1308, 1754, 1342, 1765)
table-cell: -3 (1222, 1707, 1274, 1718)
table-header-cell: 28. (1465, 1661, 1482, 1684)
table-header-cell: Temperatur in Cels. 28. (1396, 1661, 1448, 1684)
table-cell: -1 (1222, 1742, 1274, 1754)
table-cell: -3 (1396, 1777, 1448, 1789)
table-row (982, 1742, 1516, 1754)
divider (12, 1631, 449, 1633)
